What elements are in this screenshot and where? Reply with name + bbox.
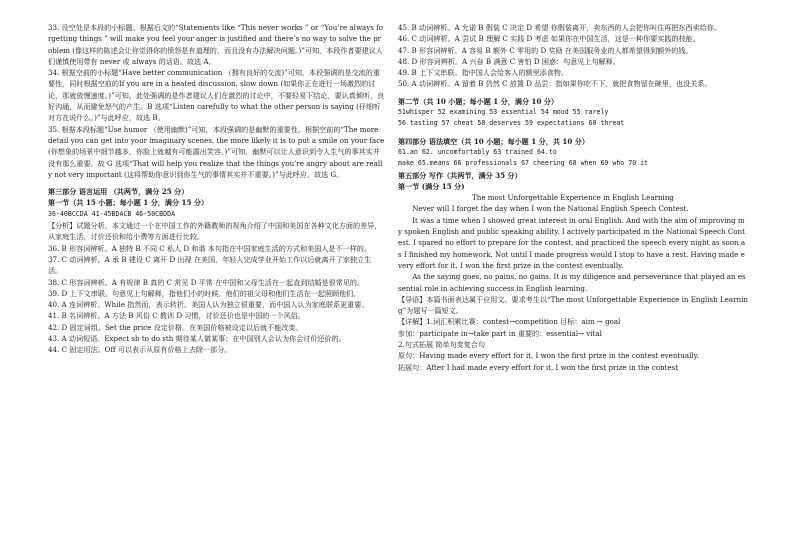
explanation-paragraph: 46. C 动词辨析。A 尝试 B 理解 C 实践 D 考虑 如果你在中国生活，这是一种你要实践的技能。 — [398, 34, 700, 44]
answer-key-line: 51whisper 52 examining 53 essential 54 mood 55 rarely — [398, 108, 609, 117]
essay-paragraph: Never will I forget the day when I won the National English Speech Contest. — [412, 204, 689, 214]
explanation-paragraph: 拓展句：After I had made every effort for it, I won the first prize in the contest — [398, 362, 679, 372]
explanation-paragraph: 【分析】试题分析，本文通过一个在中国工作的外籍教师的视角介绍了中国和美国在各种文化方面的差异，从家庭生活，讨价还价和给小费等方面进行比较。 — [48, 221, 382, 242]
explanation-paragraph: 39. D 上下文串联。句意见上句解释，指他们小的时候，他们的祖父母和他们生活在一起照顾他们。 — [48, 288, 361, 298]
answer-key-line: 61.an 62. uncomfortably 63 trained 64.to — [398, 147, 557, 156]
explanation-paragraph: 【详解】1.词汇积累比赛：contest→competition 目标：aim → goal — [398, 317, 621, 327]
answer-key-line: 56 tasting 57 cheat 58 deserves 59 expectations 60 threat — [398, 119, 625, 128]
essay-paragraph: It was a time when I showed great interest in oral English. And with the aim of improving my spoken English and public speaking ability, I actively participated in the National Speech Contest. I spared no effort to prepare for the contest, and practiced the speech every night as soon as I finished my homework. Not until I made progress would I stop to have a rest. Having made every effort for it, I won the first prize in the contest eventually. — [398, 215, 746, 270]
explanation-paragraph: 42. D 固定词组。Set the price 设定价格。在美国价格被设定以后就不能改变。 — [48, 322, 303, 332]
section-heading: 第二节（共 10 小题；每小题 1 分，满分 10 分） — [398, 96, 559, 106]
explanation-paragraph: 40. A 连词辨析。While 指然而，表示转折。美国人认为独立很重要，而中国人认为家庭联系更重要。 — [48, 300, 369, 310]
explanation-paragraph: 参加：participate in→take part in 重要的：essential→ vital — [398, 328, 602, 338]
section-heading: 第四部分 语法填空（共 10 小题；每小题 1 分，共 10 分） — [398, 136, 589, 146]
explanation-paragraph: 35. 根据本段标题“Use humor （使用幽默)”可知，本段强调的是幽默的重要性。根据空前的“The more detail you can get into your imaginary scenes, the more likely it is to put a smile on your face (你想象的场景中细节越多，你脸上就越有可能露出笑容。)”可知，幽默可以让人意识到令人生气的事其实并没有那么重要。故 G 选项“That will help you realize that the things you’re angry about are really not very important (这将帮助你意识到你生气的事情其实并不重要。)”与此呼应，故选 G。 — [48, 124, 385, 179]
explanation-paragraph: 41. B 名词辨析。A 方法 B 风俗 C 教训 D 习惯，讨价还价也是中国的一个风俗。 — [48, 311, 305, 321]
explanation-paragraph: 【导语】本篇书面表达属于应用文。要求考生以“The most Unforgettable Experience in English Learning”为题写一篇短文。 — [398, 294, 748, 316]
explanation-paragraph: 2.句式拓展 简单句变复合句 — [398, 340, 486, 350]
answer-key-line: make 65.means 66 professionals 67 cheering 68 when 69 who 70 it — [398, 159, 649, 168]
explanation-paragraph: 48. D 形容词辨析。A 兴奋 B 满意 C 害怕 D 困惑：句意见上句解释。 — [398, 56, 620, 66]
left-column — [48, 22, 385, 356]
explanation-paragraph: 50. A 动词辨析。A 留着 B 仍然 C 放置 D 品尝：指如果你吃不下，就把食物留在碗里，也没关系。 — [398, 79, 712, 89]
explanation-paragraph: 44. C 固定用法。Off 可以表示从原有价格上去除一部分。 — [48, 345, 232, 355]
explanation-paragraph: 49. B 上下文串联。指中国人会给客人的额里添食物。 — [398, 68, 568, 78]
answer-key-line: 36-40BCCDA 41-45BDACB 46-50CBDDA — [48, 209, 176, 218]
explanation-paragraph: 38. C 形容词辨析。A 有规律 B 真的 C 常见 D 平常 在中国和父母生活在一起直到结婚是很常见的。 — [48, 277, 365, 287]
explanation-paragraph: 34. 根据空前的小标题“Have better communication （拥有良好的交流)”可知，本段强调的是交流的重要性，同时根据空前的If you are in a heated discussion, slow down (如果你正在进行一场激烈的讨论，那就放慢速度。)”可知，此处强调的是作者建议人们在激烈的讨论中，不要轻易下结论，要认真倾听，良好沟通，从而避免怒气的产生。B 选项“Listen carefully to what the other person is saying (仔细听对方在说什么。)”与此呼应，故选 B。 — [48, 68, 385, 123]
section-heading: 第三部分 语言运用 （共两节，满分 25 分） — [48, 187, 189, 197]
essay-title: The most Unforgettable Experience in English Learning — [472, 193, 674, 203]
explanation-paragraph: 43. A 动词短语。Expect sb to do sth 期待某人做某事；在中国别人会认为你会讨价还价的。 — [48, 334, 346, 344]
explanation-paragraph: 47. B 形容词辨析。A 容易 B 额外 C 零用的 D 奖励 在美国服务业的人都希望得到额外的钱。 — [398, 45, 693, 55]
essay-paragraph: As the saying goes, no pains, no gains. It is my diligence and perseverance that played an essential role in achieving success in English learning. — [398, 272, 746, 293]
explanation-paragraph: 33. 设空处是本段的小标题。根据后文的“Statements like “This never works ” or “You’re always forgetting things ” will make you feel your anger is justified and there’s no way to solve the problem (像这样的陈述会让你觉得你的愤怒是有道理的，而且没有办法解决问题。)”可知，本段作者要建议人们谨慎使用带有 never 或 always 的话语。故选 A。 — [48, 23, 384, 66]
explanation-paragraph: 37. C 动词辨析。A 承 B 建设 C 离开 D 出现 在美国，年轻人完成学业开始工作以后就离开了家独立生活。 — [48, 254, 372, 276]
section-heading: 第一节 (满分 15 分) — [398, 181, 465, 191]
explanation-paragraph: 原句：Having made every effort for it, I won the first prize in the contest eventually. — [398, 351, 699, 361]
right-column — [398, 22, 748, 373]
section-heading: 第一节（共 15 小题；每小题 1 分，满分 15 分） — [48, 198, 209, 208]
section-heading: 第五部分 写作（共两节，满分 35 分） — [398, 170, 522, 180]
explanation-paragraph: 36. B 形容词辨析。A 独特 B 不同 C 私人 D 和谐 本句指在中国家庭生活的方式和美国人是不一样的。 — [48, 243, 371, 253]
explanation-paragraph: 45. B 动词辨析。A 允诺 B 假装 C 决定 D 希望 你假装离开，卖东西的人会把你叫住再把东西卖给你。 — [398, 23, 721, 32]
